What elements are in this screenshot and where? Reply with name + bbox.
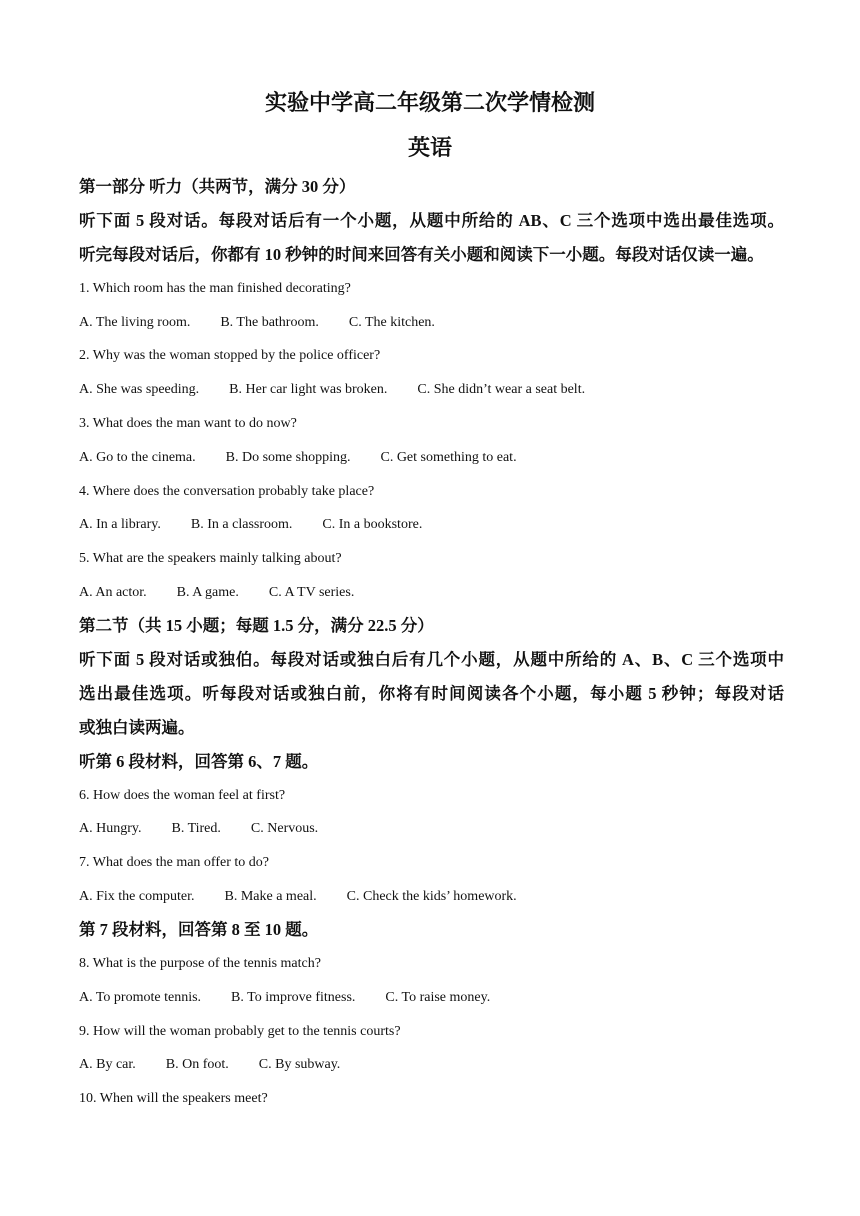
option-a: A. To promote tennis. xyxy=(79,990,202,1005)
question-5: 5. What are the speakers mainly talking about? xyxy=(79,551,342,566)
part1-instruction-line-2: 听完每段对话后，你都有 10 秒钟的时间来回答有关小题和阅读下一小题。每段对话仅读一遍。 xyxy=(79,245,764,264)
question-1-options xyxy=(79,313,435,333)
question-7: 7. What does the man offer to do? xyxy=(79,855,269,870)
question-9: 9. How will the woman probably get to the tennis courts? xyxy=(79,1024,401,1039)
question-1: 1. Which room has the man finished decorating? xyxy=(79,281,351,296)
option-a: A. Hungry. xyxy=(79,821,142,836)
option-a: A. In a library. xyxy=(79,517,161,532)
option-a: A. By car. xyxy=(79,1057,136,1072)
option-a: A. She was speeding. xyxy=(79,382,200,397)
section2-instruction-line-1: 听下面 5 段对话或独伯。每段对话或独白后有几个小题，从题中所给的 A、B、C 三个选项中 xyxy=(79,650,784,669)
section2-instruction-line-3: 或独白读两遍。 xyxy=(79,718,195,737)
question-3: 3. What does the man want to do now? xyxy=(79,416,297,431)
material6-heading: 听第 6 段材料，回答第 6、7 题。 xyxy=(79,752,319,771)
option-c: C. By subway. xyxy=(258,1057,341,1072)
option-a: A. Fix the computer. xyxy=(79,889,195,904)
option-a: A. An actor. xyxy=(79,585,147,600)
option-b: B. Make a meal. xyxy=(224,889,317,904)
section2-heading: 第二节（共 15 小题；每题 1.5 分，满分 22.5 分） xyxy=(79,616,434,635)
question-9-options xyxy=(79,1055,340,1075)
question-5-options xyxy=(79,583,354,603)
option-c: C. Check the kids’ homework. xyxy=(346,889,517,904)
option-b: B. The bathroom. xyxy=(220,315,319,330)
question-10: 10. When will the speakers meet? xyxy=(79,1091,268,1106)
question-6-options xyxy=(79,819,318,839)
question-4-options xyxy=(79,515,422,535)
option-a: A. Go to the cinema. xyxy=(79,450,196,465)
question-2: 2. Why was the woman stopped by the police officer? xyxy=(79,348,381,363)
exam-title: 实验中学高二年级第二次学情检测 xyxy=(264,90,595,115)
option-a: A. The living room. xyxy=(79,315,191,330)
option-b: B. In a classroom. xyxy=(190,517,293,532)
option-b: B. Her car light was broken. xyxy=(229,382,388,397)
question-4: 4. Where does the conversation probably take place? xyxy=(79,484,375,499)
option-b: B. Do some shopping. xyxy=(225,450,351,465)
material7-heading: 第 7 段材料，回答第 8 至 10 题。 xyxy=(79,920,319,939)
option-b: B. To improve fitness. xyxy=(231,990,356,1005)
option-c: C. To raise money. xyxy=(385,990,491,1005)
section2-instruction-line-2: 选出最佳选项。听每段对话或独白前，你将有时间阅读各个小题，每小题 5 秒钟；每段对话 xyxy=(79,684,784,703)
option-c: C. The kitchen. xyxy=(348,315,435,330)
option-c: C. She didn’t wear a seat belt. xyxy=(417,382,586,397)
option-c: C. Nervous. xyxy=(250,821,319,836)
option-c: C. In a bookstore. xyxy=(322,517,423,532)
option-b: B. Tired. xyxy=(171,821,221,836)
option-b: B. A game. xyxy=(176,585,239,600)
question-7-options xyxy=(79,887,517,907)
question-6: 6. How does the woman feel at first? xyxy=(79,788,286,803)
question-3-options xyxy=(79,448,517,468)
question-8: 8. What is the purpose of the tennis match? xyxy=(79,956,321,971)
subject-title: 英语 xyxy=(407,135,452,160)
part1-heading: 第一部分 听力（共两节，满分 30 分） xyxy=(79,177,356,196)
option-b: B. On foot. xyxy=(165,1057,229,1072)
part1-instruction-line-1: 听下面 5 段对话。每段对话后有一个小题，从题中所给的 AB、C 三个选项中选出最佳选项。 xyxy=(79,211,784,230)
question-8-options xyxy=(79,988,490,1008)
option-c: C. Get something to eat. xyxy=(380,450,517,465)
question-2-options xyxy=(79,380,585,400)
option-c: C. A TV series. xyxy=(268,585,355,600)
